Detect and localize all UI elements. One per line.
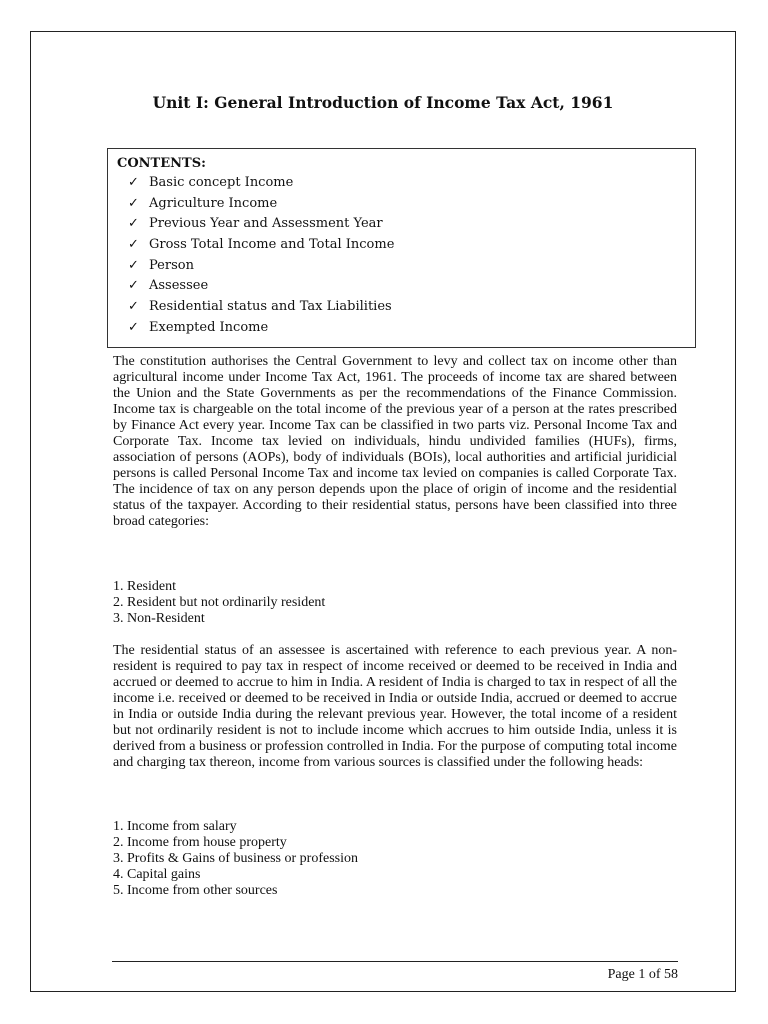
list-item: 2. Resident but not ordinarily resident: [113, 595, 326, 610]
contents-item-label: Residential status and Tax Liabilities: [149, 299, 392, 315]
checkmark-icon: ✓: [128, 257, 139, 273]
page-number: Page 1 of 58: [607, 967, 678, 982]
checkmark-icon: ✓: [128, 195, 139, 211]
residential-status-paragraph: The residential status of an assessee is ascertained with reference to each previous year. A non-resident is required to pay tax in respect of income received or deemed to be received in India and accrued or deemed to accrue to him in India. A resident of India is charged to tax in respect of all the income i.e. received or deemed to be received in India or outside India, accrued or deemed to accrue in India or outside India during the relevant previous year. However, the total income of a resident but not ordinarily resident is not to include income which accrues to him outside India, unless it is derived from a business or profession controlled in India. For the purpose of computing total income and charging tax thereon, income from various sources is classified under the following heads:: [113, 643, 677, 770]
checkmark-icon: ✓: [128, 278, 139, 294]
contents-item-label: Basic concept Income: [149, 175, 294, 190]
checkmark-icon: ✓: [128, 237, 139, 253]
intro-paragraph: The constitution authorises the Central Government to levy and collect tax on income other than agricultural income under Income Tax Act, 1961. The proceeds of income tax are shared between the Union and the State Governments as per the recommendations of the Finance Commission. Income tax is chargeable on the total income of the previous year of a person at the rates prescribed by Finance Act every year. Income Tax can be classified in two parts viz. Personal Income Tax and Corporate Tax. Income tax levied on individuals, hindu undivided families (HUFs), firms, association of persons (AOPs), body of individuals (BOIs), local authorities and artificial juridicial persons is called Personal Income Tax and income tax levied on companies is called Corporate Tax. The incidence of tax on any person depends upon the place of origin of income and the residential status of the taxpayer. According to their residential status, persons have been classified into three broad categories:: [113, 354, 677, 529]
list-item: [128, 256, 394, 277]
list-item: [128, 276, 394, 297]
contents-box: [107, 148, 696, 348]
contents-item-label: Gross Total Income and Total Income: [149, 237, 395, 253]
checkmark-icon: ✓: [128, 299, 139, 315]
contents-item-label: Exempted Income: [149, 319, 269, 335]
list-item: [128, 297, 394, 318]
list-item: 3. Profits & Gains of business or profession: [113, 851, 358, 866]
contents-heading: CONTENTS:: [117, 156, 206, 171]
contents-item-label: Person: [149, 257, 194, 273]
list-item: 5. Income from other sources: [113, 883, 278, 898]
checkmark-icon: ✓: [128, 216, 139, 232]
contents-item-label: Agriculture Income: [149, 195, 278, 211]
list-item: [128, 194, 394, 215]
list-item: 1. Income from salary: [113, 819, 237, 834]
checkmark-icon: ✓: [128, 175, 139, 190]
checkmark-icon: ✓: [128, 319, 139, 335]
contents-item-label: Previous Year and Assessment Year: [149, 216, 383, 232]
list-item: 1. Resident: [113, 579, 176, 594]
list-item: [128, 235, 394, 256]
income-heads-list: [113, 819, 677, 899]
footer-divider: [112, 961, 678, 962]
page-title: Unit I: General Introduction of Income Tax Act, 1961: [152, 93, 614, 112]
list-item: [128, 173, 394, 194]
list-item: 3. Non-Resident: [113, 611, 205, 626]
list-item: 4. Capital gains: [113, 867, 201, 882]
list-item: [128, 318, 394, 339]
list-item: 2. Income from house property: [113, 835, 287, 850]
contents-list: [128, 173, 394, 339]
residential-status-list: [113, 579, 677, 627]
contents-item-label: Assessee: [149, 278, 209, 294]
list-item: [128, 214, 394, 235]
